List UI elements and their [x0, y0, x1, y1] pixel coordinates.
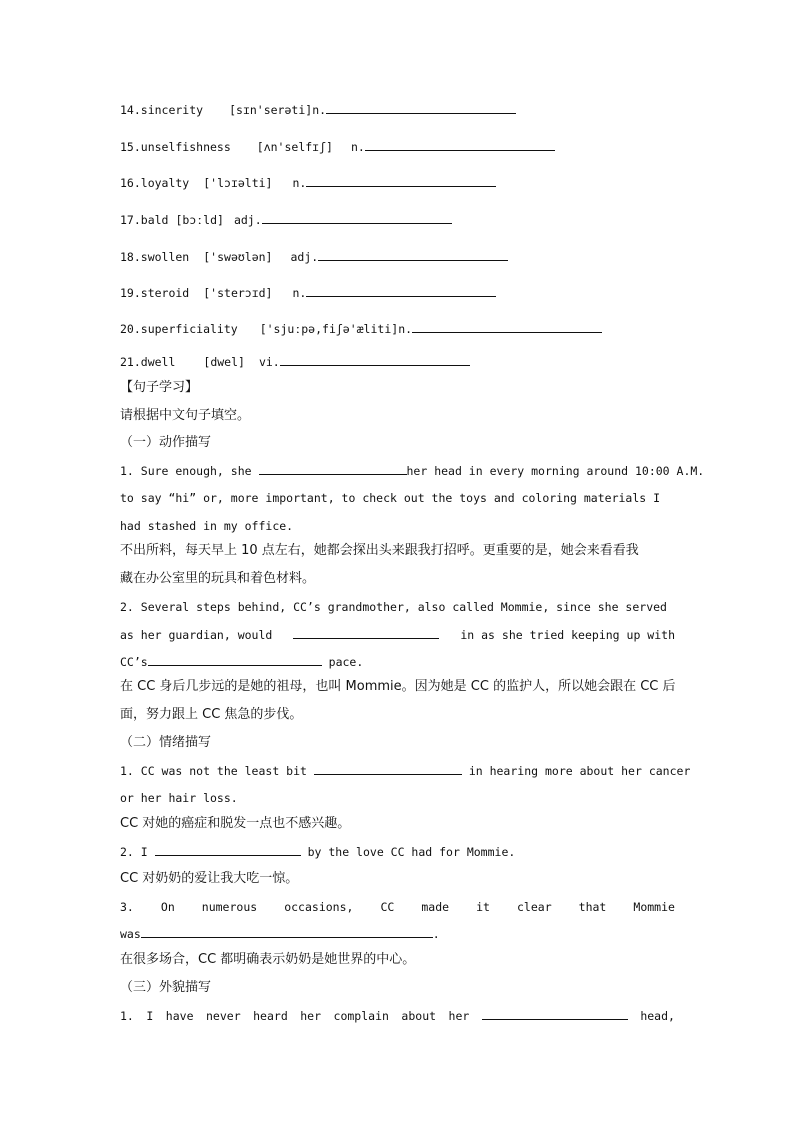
instruction: 请根据中文句子填空。	[120, 408, 251, 423]
sentence-line: 1. CC was not the least bit in hearing more about her cancer	[120, 764, 691, 778]
translation-line: 不出所料，每天早上 10 点左右，她都会探出头来跟我打招呼。更重要的是，她会来看看我	[120, 543, 639, 558]
sentence-line: CC’s pace.	[120, 655, 364, 669]
answer-blank[interactable]	[141, 926, 433, 938]
answer-blank[interactable]	[326, 102, 516, 114]
answer-blank[interactable]	[306, 285, 496, 297]
vocab-phonetic: ['swəʊlən]	[203, 250, 273, 264]
translation-line: 在很多场合，CC 都明确表示奶奶是她世界的中心。	[120, 952, 416, 967]
vocab-pos: n.	[292, 286, 307, 300]
sentence-line-justified: 1. I have never heard her complain about her head,	[120, 1009, 675, 1023]
sentence-line-justified: 3. On numerous occasions, CC made it clear that Mommie	[120, 900, 675, 914]
answer-blank[interactable]	[412, 321, 602, 333]
answer-blank[interactable]	[155, 844, 301, 856]
vocab-pos: n.	[398, 322, 413, 336]
vocab-word: 15.unselfishness	[120, 140, 231, 154]
answer-blank[interactable]	[262, 212, 452, 224]
vocab-word: 16.loyalty	[120, 176, 190, 190]
subsection-heading-emotion: （二）情绪描写	[120, 735, 212, 750]
translation-line: CC 对她的癌症和脱发一点也不感兴趣。	[120, 816, 351, 831]
vocab-word: 18.swollen	[120, 250, 190, 264]
translation-line: 在 CC 身后几步远的是她的祖母，也叫 Mommie。因为她是 CC 的监护人，所以她会跟在 CC 后	[120, 679, 676, 694]
sentence-line: 2. Several steps behind, CC’s grandmother, also called Mommie, since she served	[120, 600, 667, 614]
vocab-phonetic: [ʌn'selfɪʃ]	[256, 140, 333, 154]
vocab-phonetic: ['lɔɪəlti]	[203, 176, 273, 190]
answer-blank[interactable]	[318, 249, 508, 261]
vocab-row-14	[120, 102, 516, 118]
answer-blank[interactable]	[314, 763, 462, 775]
vocab-row-17	[120, 212, 452, 228]
vocab-pos: n.	[292, 176, 307, 190]
vocab-row-20	[120, 321, 602, 337]
sentence-line: or her hair loss.	[120, 791, 238, 805]
vocab-phonetic: [sɪn'serəti]	[229, 103, 313, 117]
sentence-line: to say “hi” or, more important, to check out the toys and coloring materials I	[120, 491, 661, 505]
vocab-word: 19.steroid	[120, 286, 190, 300]
answer-blank[interactable]	[482, 1008, 628, 1020]
vocab-word: 21.dwell	[120, 355, 176, 369]
sentence-line: as her guardian, would in as she tried keeping up with	[120, 628, 675, 642]
vocab-word: 14.sincerity	[120, 103, 204, 117]
subsection-heading-action: （一）动作描写	[120, 435, 212, 450]
sentence-line: 2. I by the love CC had for Mommie.	[120, 845, 516, 859]
vocab-row-16	[120, 175, 496, 191]
answer-blank[interactable]	[365, 139, 555, 151]
subsection-heading-appearance: （三）外貌描写	[120, 980, 212, 995]
vocab-row-15	[120, 139, 555, 155]
vocab-row-18	[120, 249, 508, 265]
vocab-pos: n.	[312, 103, 327, 117]
answer-blank[interactable]	[148, 654, 322, 666]
vocab-row-19	[120, 285, 496, 301]
vocab-row-21	[120, 354, 470, 370]
sentence-line: was .	[120, 927, 440, 941]
vocab-phonetic: ['sterɔɪd]	[203, 286, 273, 300]
translation-line: CC 对奶奶的爱让我大吃一惊。	[120, 871, 299, 886]
answer-blank[interactable]	[280, 354, 470, 366]
vocab-phonetic: ['sjuːpə,fiʃə'æliti]	[259, 322, 399, 336]
vocab-pos: adj.	[233, 213, 262, 227]
sentence-line: had stashed in my office.	[120, 519, 294, 533]
answer-blank[interactable]	[293, 627, 439, 639]
answer-blank[interactable]	[306, 175, 496, 187]
sentence-line: 1. Sure enough, she her head in every morning around 10:00 A.M.	[120, 464, 705, 478]
vocab-word: 17.bald	[120, 213, 169, 227]
answer-blank[interactable]	[259, 463, 407, 475]
vocab-pos: vi.	[258, 355, 280, 369]
translation-line: 面，努力跟上 CC 焦急的步伐。	[120, 707, 303, 722]
vocab-pos: adj.	[290, 250, 319, 264]
vocab-phonetic: [bɔːld]	[175, 213, 224, 227]
vocab-word: 20.superficiality	[120, 322, 238, 336]
vocab-pos: n.	[350, 140, 365, 154]
vocab-phonetic: [dwel]	[203, 355, 245, 369]
translation-line: 藏在办公室里的玩具和着色材料。	[120, 571, 316, 586]
section-title: 【句子学习】	[120, 380, 199, 395]
